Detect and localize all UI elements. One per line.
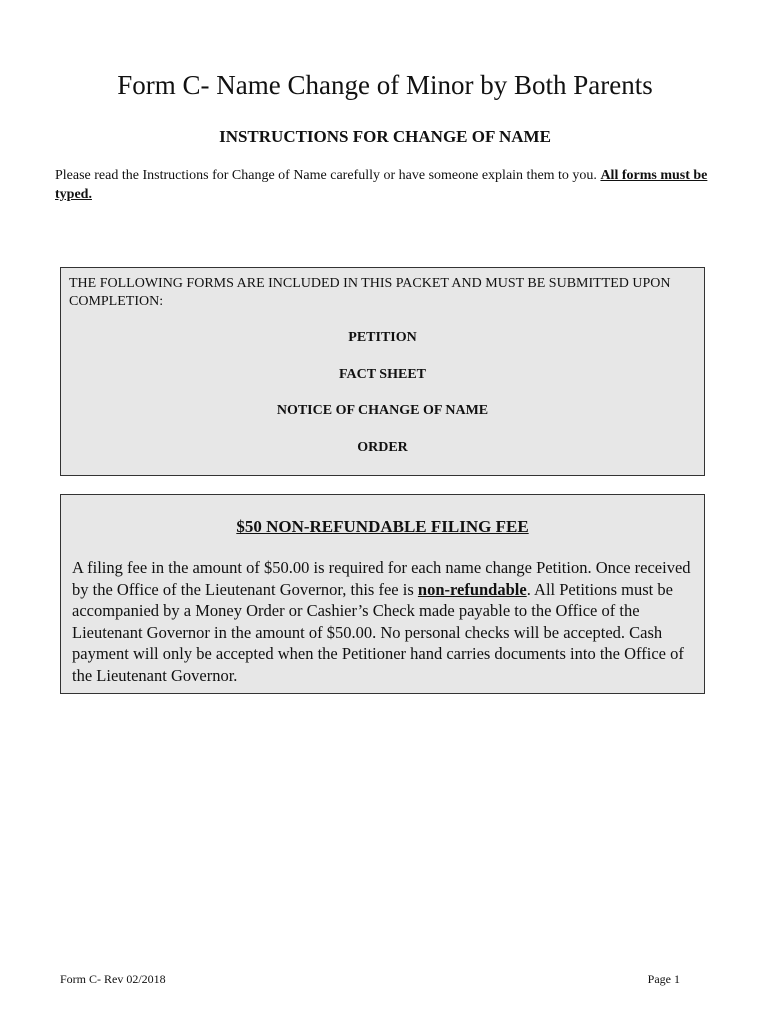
intro-text: Please read the Instructions for Change of Name carefully or have someone explain them to you. [55, 168, 601, 183]
page-title: Form C- Name Change of Minor by Both Parents [117, 70, 653, 100]
fee-text-part2: . All Petitions must be accompanied by a Money Order or Cashier’s Check made payable to the Office of the Lieutenant Governor in the amount of $50.00. No personal checks will be accepted. Cash payment will only be accepted when the Petitioner hand carries documents into the Office of the Lieutenant Governor. [72, 579, 684, 685]
intro-paragraph [55, 166, 715, 204]
intro-emphasis: All forms must be typed. [55, 168, 708, 202]
form-item-notice: NOTICE OF CHANGE OF NAME [276, 403, 489, 418]
form-item-fact-sheet: FACT SHEET [338, 367, 426, 382]
filing-fee-heading: $50 NON-REFUNDABLE FILING FEE [236, 517, 529, 536]
footer-revision: Form C- Rev 02/2018 [60, 972, 166, 986]
fee-text-part1: A filing fee in the amount of $50.00 is required for each name change Petition. Once received by the Office of the Lieutenant Governor, this fee is [72, 558, 691, 599]
filing-fee-paragraph [72, 557, 697, 686]
footer-page-number: Page 1 [647, 972, 680, 986]
form-item-order: ORDER [357, 440, 408, 455]
form-item-petition: PETITION [348, 330, 417, 345]
fee-text-emphasis: non-refundable [417, 579, 527, 599]
filing-fee-box [60, 494, 705, 694]
included-forms-box [60, 267, 705, 476]
instructions-heading: INSTRUCTIONS FOR CHANGE OF NAME [219, 127, 551, 146]
included-forms-heading: THE FOLLOWING FORMS ARE INCLUDED IN THIS PACKET AND MUST BE SUBMITTED UPON COMPLETION: [69, 276, 671, 309]
